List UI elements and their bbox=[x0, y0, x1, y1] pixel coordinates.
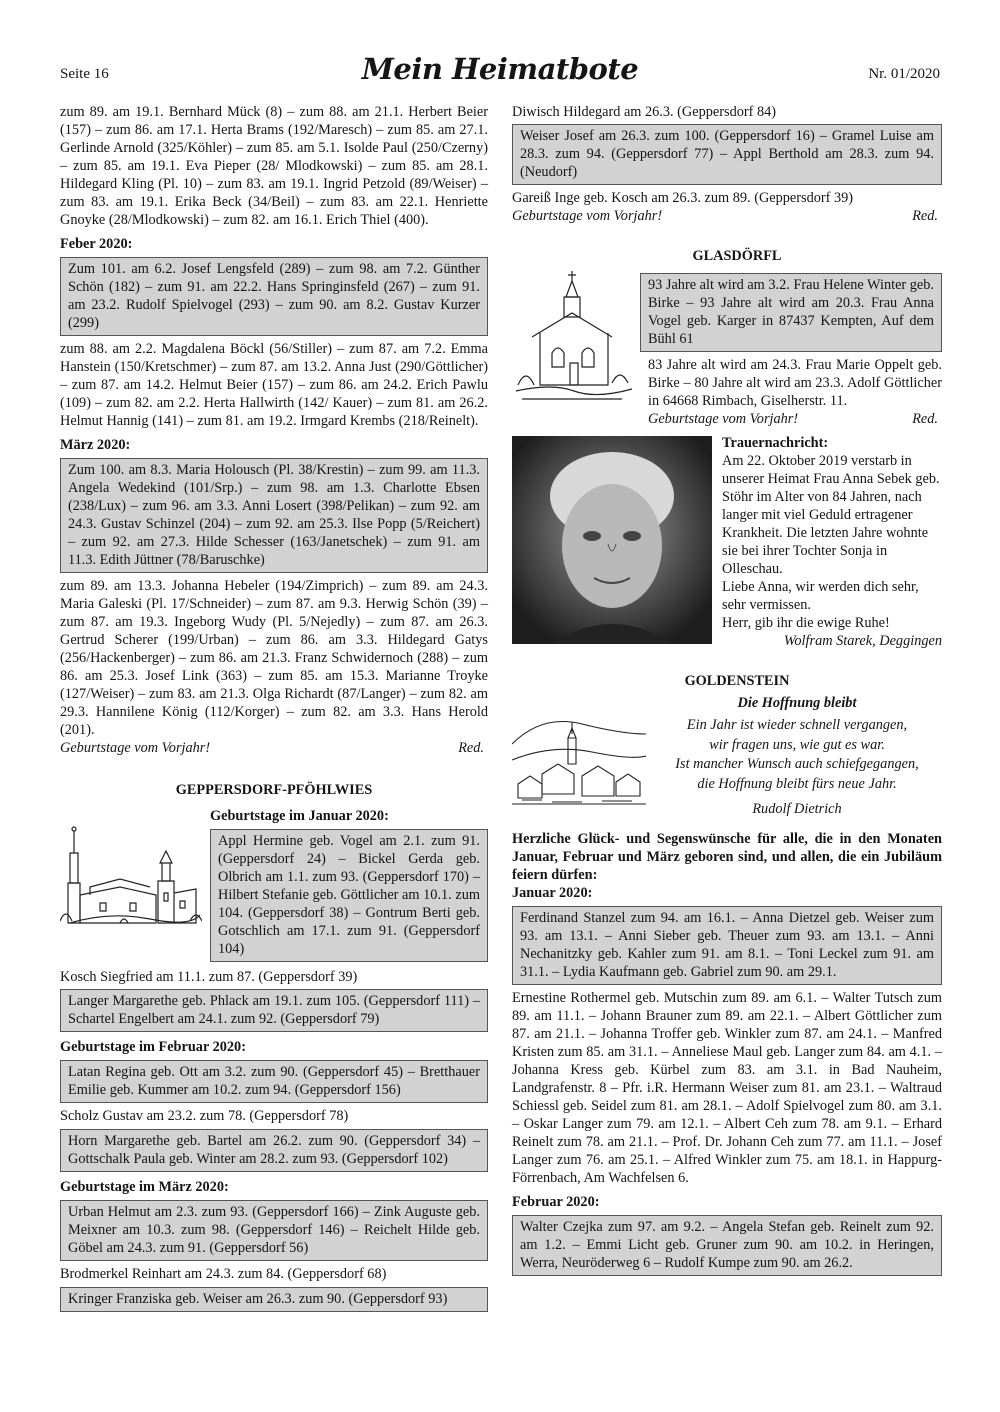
weiser-gramel-appl-box: Weiser Josef am 26.3. zum 100. (Geppersdorf 16) – Gramel Luise am 28.3. zum 94. (Geppersdorf 77) – Appl Berthold am 28.3. zum 94. (Neudorf) bbox=[512, 124, 942, 185]
note-text: Geburtstage vom Vorjahr! bbox=[512, 208, 663, 224]
february-highlight-box: Zum 101. am 6.2. Josef Lengsfeld (289) – zum 98. am 7.2. Günther Schön (182) – zum 91. am 22.2. Hans Springinsfeld (267) – zum 91. am 23.2. Rudolf Spielvogel (293) – zum 90. am 8.2. Gustav Kurzer (299) bbox=[60, 257, 488, 336]
diwisch-entry: Diwisch Hildegard am 26.3. (Geppersdorf 84) bbox=[512, 104, 777, 120]
editor-mark: Red. bbox=[458, 740, 484, 756]
obituary bbox=[512, 434, 942, 650]
obituary-prayer: Herr, gib ihr die ewige Ruhe! bbox=[722, 615, 890, 631]
goldenstein-february-box: Walter Czejka zum 97. am 9.2. – Angela Stefan geb. Reinelt zum 92. am 1.2. – Emmi Licht geb. Gruner zum 90. am 10.2. in Heringen, Werra, Neuröderweg 6 – Rudolf Kumpe zum 90. am 26.2. bbox=[512, 1215, 942, 1276]
poem-line-4: die Hoffnung bleibt fürs neue Jahr. bbox=[697, 775, 897, 792]
brodmerkel-entry: Brodmerkel Reinhart am 24.3. zum 84. (Geppersdorf 68) bbox=[60, 1266, 387, 1282]
poem-author: Rudolf Dietrich bbox=[752, 801, 842, 817]
greeting: Herzliche Glück- und Segenswünsche für alle, die in den Monaten Januar, Februar und März geboren sind, und allen, die ein Jubiläum feiern dürfen: bbox=[512, 830, 942, 883]
obituary-title: Trauernachricht: bbox=[722, 435, 829, 451]
poem-title: Die Hoffnung bleibt bbox=[737, 695, 857, 711]
left-column bbox=[60, 103, 488, 1316]
geppersdorf-january-entries: Appl Hermine geb. Vogel am 2.1. zum 91. (Geppersdorf 24) – Bickel Gerda geb. Olbrich am 1.1. zum 93. (Geppersdorf 170) – Hilbert Stefanie geb. Göttlicher am 10.1. zum 104. (Geppersdorf 38) – Gontrum Berti geb. Gotschlich am 17.1. zum 91. (Geppersdorf 104) bbox=[218, 833, 480, 957]
issue-number: Nr. 01/2020 bbox=[868, 66, 940, 82]
january-birthdays-continued: zum 89. am 19.1. Bernhard Mück (8) – zum 88. am 21.1. Herbert Beier (157) – zum 86. am 17.1. Herta Brams (192/Maresch) – zum 85. am 27.1. Gerlinde Arnold (325/Köhler) – zum 85. am 5.1. Isolde Paul (250/Czerny) – zum 85. am 19.1. Eva Pieper (28/ Mlodkowski) – zum 85. am 28.1. Hildegard Kling (Pl. 10) – zum 83. am 19.1. Ingrid Petzold (89/Weiser) – zum 83. am 19.1. Erika Beck (34/Beil) – zum 83. am 22.1. Henriette Gnoyke (28/Mlodkowski) – zum 82. am 16.1. Erich Thiel (400). bbox=[60, 104, 488, 228]
section-title-geppersdorf: GEPPERSDORF-PFÖHLWIES bbox=[175, 782, 373, 798]
urban-zink-reichelt-box: Urban Helmut am 2.3. zum 93. (Geppersdorf 166) – Zink Auguste geb. Meixner am 10.3. zum 98. (Geppersdorf 146) – Reichelt Hilde geb. Göbel am 24.3. zum 91. (Geppersdorf 56) bbox=[60, 1200, 488, 1261]
langer-schartel-box: Langer Margarethe geb. Phlack am 19.1. zum 105. (Geppersdorf 111) – Schartel Engelbert am 24.1. zum 92. (Geppersdorf 79) bbox=[60, 989, 488, 1032]
goldenstein-january-heading: Januar 2020: bbox=[512, 884, 593, 901]
scholz-entry: Scholz Gustav am 23.2. zum 78. (Geppersdorf 78) bbox=[60, 1108, 349, 1124]
goldenstein-january-entries: Ernestine Rothermel geb. Mutschin zum 89. am 6.1. – Walter Tutsch zum 89. am 11.1. – Johann Brauner zum 89. am 22.1. – Albert Göttlicher zum 87. am 21.1. – Johanna Troffer geb. Winkler zum 87. am 24.1. – Manfred Kristen zum 85. am 31.1. – Anneliese Maul geb. Langer zum 84. am 4.1. – Johanna Kress geb. Kürbel zum 83. am 3.1. in Bad Nauheim, Landgrafenstr. 8 – Pfr. i.R. Hermann Weiser zum 81. am 23.1. – Waltraud Schiessl geb. Seidel zum 81. am 28.1. – Adolf Spielvogel zum 80. am 3.1. – Oskar Langer zum 79. am 12.1. – Albert Ceh zum 78. am 9.1. – Erhard Reinelt zum 78. am 21.1. – Prof. Dr. Johann Ceh zum 77. am 11.1. – Josef Langer zum 76. am 25.1. – Alfred Winkler zum 75. am 18.1. in Happurg-Förrenbach, Am Wachfelsen 6. bbox=[512, 989, 942, 1186]
march-highlight-box: Zum 100. am 8.3. Maria Holousch (Pl. 38/Krestin) – zum 99. am 11.3. Angela Wedekind (101/Srp.) – zum 98. am 1.3. Charlotte Ebsen (238/Lux) – zum 96. am 3.3. Anni Losert (398/Pelikan) – zum 92. am 24.3. Gustav Schinzel (204) – zum 92. am 25.3. Ilse Popp (5/Reichert) – zum 92. am 27.3. Hilde Schesser (163/Janetschek) – zum 91. am 11.3. Edith Jüttner (78/Baruschke) bbox=[60, 458, 488, 573]
note-text: Geburtstage vom Vorjahr! bbox=[60, 740, 211, 756]
section-title-goldenstein: GOLDENSTEIN bbox=[684, 673, 790, 689]
obituary-text: Am 22. Oktober 2019 verstarb in unserer Heimat Frau Anna Sebek geb. Stöhr im Alter von 84 Jahren, nach langer mit viel Geduld ertragener Krankheit. Die letzten Jahre wohnte sie bei ihrer Tochter Sonja in Olleschau. bbox=[722, 453, 940, 577]
poem-line-3: Ist mancher Wunsch auch schiefgegangen, bbox=[675, 756, 919, 772]
editor-mark: Red. bbox=[912, 208, 938, 224]
gareiss-entry: Gareiß Inge geb. Kosch am 26.3. zum 89. (Geppersdorf 39) bbox=[512, 190, 854, 206]
february-birthdays: zum 88. am 2.2. Magdalena Böckl (56/Stiller) – zum 87. am 7.2. Emma Hanstein (150/Kretschmer) – zum 87. am 13.2. Anna Just (290/Göttlicher) – zum 87. am 14.2. Helmut Beier (157) – zum 86. am 24.2. Erich Pawlu (109) – zum 82. am 2.2. Herta Hallwirth (142/ Kauer) – zum 81. am 26.2. Helmut Hannig (141) – zum 81. am 19.2. Irmgard Krembs (218/Reinelt). bbox=[60, 341, 488, 429]
geppersdorf-march-heading: Geburtstage im März 2020: bbox=[60, 1179, 229, 1195]
glasdoerfl-chapel-illustration bbox=[512, 267, 636, 403]
geppersdorf-church-illustration bbox=[60, 823, 202, 935]
page-number: Seite 16 bbox=[60, 66, 109, 82]
right-column bbox=[512, 103, 942, 1280]
portrait-photo bbox=[512, 436, 712, 644]
kosch-entry: Kosch Siegfried am 11.1. zum 87. (Geppersdorf 39) bbox=[60, 969, 358, 985]
page-header bbox=[60, 52, 940, 88]
kringer-box: Kringer Franziska geb. Weiser am 26.3. zum 90. (Geppersdorf 93) bbox=[60, 1287, 488, 1312]
obituary-farewell: Liebe Anna, wir werden dich sehr, sehr vermissen. bbox=[722, 579, 919, 613]
geppersdorf-january-box-top bbox=[210, 829, 488, 962]
latan-bretthauer-box: Latan Regina geb. Ott am 3.2. zum 90. (Geppersdorf 45) – Bretthauer Emilie geb. Kummer am 10.2. zum 94. (Geppersdorf 156) bbox=[60, 1060, 488, 1103]
goldenstein-february-heading: Februar 2020: bbox=[512, 1193, 600, 1210]
geppersdorf-february-heading: Geburtstage im Februar 2020: bbox=[60, 1039, 246, 1055]
masthead-title: Mein Heimatbote bbox=[361, 52, 639, 86]
horn-gottschalk-box: Horn Margarethe geb. Bartel am 26.2. zum 90. (Geppersdorf 34) – Gottschalk Paula geb. Winter am 28.2. zum 93. (Geppersdorf 102) bbox=[60, 1129, 488, 1172]
poem-line-1: Ein Jahr ist wieder schnell vergangen, bbox=[686, 717, 908, 733]
march-birthdays: zum 89. am 13.3. Johanna Hebeler (194/Zimprich) – zum 89. am 24.3. Maria Galeski (Pl. 17/Schneider) – zum 87. am 9.3. Herwig Schön (39) – zum 87. am 19.3. Ingeborg Wudy (Pl. 5/Nejedly) – zum 87. am 26.3. Gertrud Scherer (199/Urban) – zum 86. am 3.3. Hildegard Gatys (256/Hackenberger) – zum 86. am 21.3. Franz Schwidernoch (288) – zum 86. am 25.3. Josef Link (363) – zum 85. am 15.3. Marianne Troyke (127/Weiser) – zum 83. am 21.3. Olga Richardt (87/Langer) – zum 82. am 29.3. Hannilene König (112/Korger) – zum 82. am 3.3. Hans Herold (201). bbox=[60, 578, 488, 738]
goldenstein-village-illustration bbox=[512, 704, 646, 814]
geppersdorf-january-heading: Geburtstage im Januar 2020: bbox=[210, 808, 389, 824]
glasdoerfl-note bbox=[648, 410, 942, 428]
note-text: Geburtstage vom Vorjahr! bbox=[648, 411, 799, 427]
editor-mark: Red. bbox=[912, 411, 938, 427]
poem-line-2: wir fragen uns, wie gut es war. bbox=[709, 736, 885, 753]
goldenstein-january-box: Ferdinand Stanzel zum 94. am 16.1. – Anna Dietzel geb. Weiser zum 93. am 13.1. – Anni Sieber geb. Theuer zum 93. am 13.1. – Anni Nechanitzky geb. Kahler zum 91. am 8.1. – Toni Leckel zum 91. am 31.1. – Lydia Kaufmann geb. Gabriel zum 90. am 29.1. bbox=[512, 906, 942, 985]
march-heading: März 2020: bbox=[60, 437, 131, 453]
february-heading: Feber 2020: bbox=[60, 236, 133, 252]
glasdoerfl-box: 93 Jahre alt wird am 3.2. Frau Helene Winter geb. Birke – 93 Jahre alt wird am 20.3. Frau Anna Vogel geb. Karger in 87437 Kempten, Auf dem Bühl 61 bbox=[640, 273, 942, 352]
section-title-glasdoerfl: GLASDÖRFL bbox=[692, 248, 782, 264]
glasdoerfl-entries: 83 Jahre alt wird am 24.3. Frau Marie Oppelt geb. Birke – 80 Jahre alt wird am 23.3. Adolf Göttlicher in 64668 Rimbach, Giselherstr. 11. bbox=[648, 357, 942, 409]
poem bbox=[652, 694, 942, 820]
previous-year-note-right bbox=[512, 207, 942, 225]
previous-year-note bbox=[60, 739, 488, 757]
obituary-signature: Wolfram Starek, Deggingen bbox=[783, 633, 942, 649]
